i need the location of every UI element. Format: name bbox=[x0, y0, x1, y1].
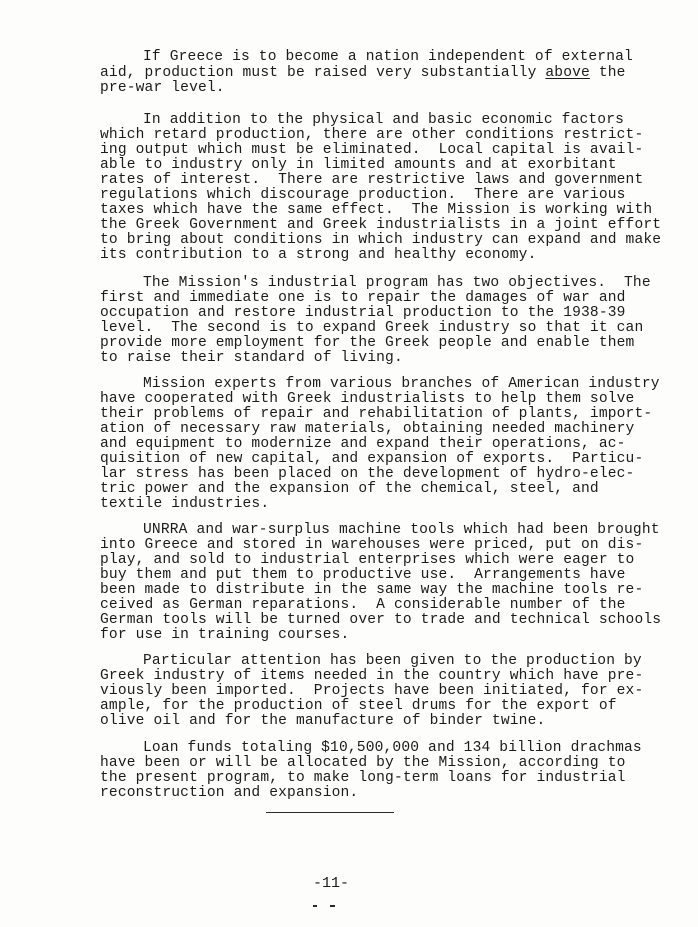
text-line: tric power and the expansion of the chemical, steel, and bbox=[100, 481, 599, 497]
text-line: Loan funds totaling $10,500,000 and 134 billion drachmas bbox=[143, 740, 642, 756]
text-line: lar stress has been placed on the development of hydro-elec- bbox=[100, 466, 635, 482]
text-line: the present program, to make long-term loans for industrial bbox=[100, 770, 626, 786]
text-line bbox=[100, 66, 626, 81]
text-line: to bring about conditions in which industry can expand and make bbox=[100, 232, 662, 248]
text-segment: aid, production must be raised very substantially bbox=[100, 65, 546, 81]
text-line: occupation and restore industrial production to the 1938-39 bbox=[100, 305, 626, 321]
text-line: play, and sold to industrial enterprises which were eager to bbox=[100, 552, 635, 568]
text-line: ing output which must be eliminated. Local capital is avail- bbox=[100, 142, 644, 158]
text-line: provide more employment for the Greek people and enable them bbox=[100, 335, 635, 351]
text-line: quisition of new capital, and expansion of exports. Particu- bbox=[100, 451, 644, 467]
text-line: ation of necessary raw materials, obtaining needed machinery bbox=[100, 421, 635, 437]
text-line: regulations which discourage production. There are various bbox=[100, 187, 626, 203]
text-line: In addition to the physical and basic economic factors bbox=[143, 112, 625, 128]
text-line: first and immediate one is to repair the damages of war and bbox=[100, 290, 626, 306]
ink-speck bbox=[330, 905, 335, 907]
text-line: The Mission's industrial program has two objectives. The bbox=[143, 275, 651, 291]
text-line: UNRRA and war-surplus machine tools which had been brought bbox=[143, 522, 660, 538]
section-divider bbox=[266, 812, 394, 813]
text-line: reconstruction and expansion. bbox=[100, 785, 359, 801]
text-line: olive oil and for the manufacture of binder twine. bbox=[100, 713, 546, 729]
text-line: Particular attention has been given to the production by bbox=[143, 653, 642, 669]
text-segment: the bbox=[589, 65, 626, 81]
text-line: able to industry only in limited amounts and at exorbitant bbox=[100, 157, 617, 173]
text-line: for use in training courses. bbox=[100, 627, 350, 643]
text-line: buy them and put them to productive use. Arrangements have bbox=[100, 567, 626, 583]
text-line: into Greece and stored in warehouses were priced, put on dis- bbox=[100, 537, 644, 553]
text-line: rates of interest. There are restrictive laws and government bbox=[100, 172, 644, 188]
text-line: textile industries. bbox=[100, 496, 270, 512]
text-line: Greek industry of items needed in the country which have pre- bbox=[100, 668, 644, 684]
text-line: viously been imported. Projects have been initiated, for ex- bbox=[100, 683, 644, 699]
text-line: pre-war level. bbox=[100, 80, 225, 96]
text-line: If Greece is to become a nation independent of external bbox=[143, 49, 633, 65]
text-line: Mission experts from various branches of American industry bbox=[143, 376, 660, 392]
page-number: -11- bbox=[313, 875, 350, 892]
text-line: have been or will be allocated by the Mission, according to bbox=[100, 755, 626, 771]
text-line: which retard production, there are other conditions restrict- bbox=[100, 127, 644, 143]
text-line: its contribution to a strong and healthy economy. bbox=[100, 247, 537, 263]
text-line: been made to distribute in the same way the machine tools re- bbox=[100, 582, 644, 598]
text-line: ample, for the production of steel drums for the export of bbox=[100, 698, 617, 714]
ink-speck bbox=[313, 905, 317, 907]
text-line: and equipment to modernize and expand their operations, ac- bbox=[100, 436, 626, 452]
text-line: taxes which have the same effect. The Mission is working with bbox=[100, 202, 653, 218]
text-line: the Greek Government and Greek industrialists in a joint effort bbox=[100, 217, 662, 233]
text-line: to raise their standard of living. bbox=[100, 350, 403, 366]
text-line: have cooperated with Greek industrialists to help them solve bbox=[100, 391, 635, 407]
text-line: level. The second is to expand Greek industry so that it can bbox=[100, 320, 644, 336]
text-line: their problems of repair and rehabilitation of plants, import- bbox=[100, 406, 653, 422]
emphasized-word: above bbox=[545, 65, 590, 81]
text-line: German tools will be turned over to trade and technical schools bbox=[100, 612, 662, 628]
text-line: ceived as German reparations. A considerable number of the bbox=[100, 597, 626, 613]
